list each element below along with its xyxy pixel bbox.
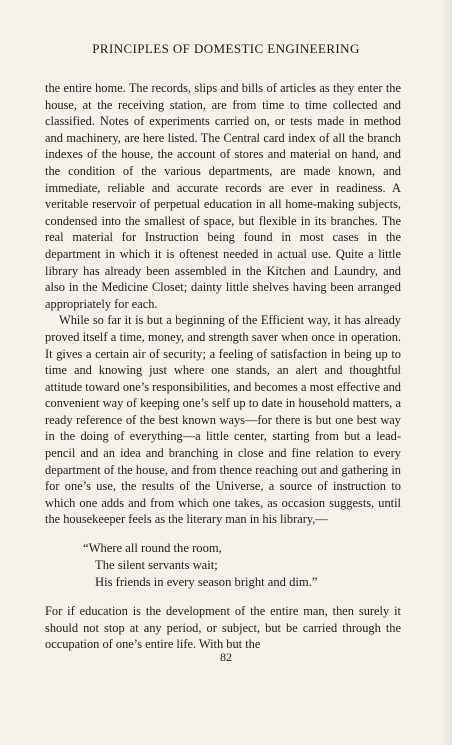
- page-number: 82: [220, 650, 232, 664]
- paragraph-3: For if education is the development of the entire man, then surely it should not stop at any period, or subject, but be carried through the occupation of one’s entire life. With but the: [45, 604, 401, 652]
- body-text: [45, 80, 401, 653]
- verse-line-1: “Where all round the room,: [83, 541, 222, 556]
- running-head: PRINCIPLES OF DOMESTIC ENGINEERING: [92, 41, 360, 56]
- page-edge-shadow: [442, 0, 452, 745]
- paragraph-1: the entire home. The records, slips and bills of articles as they enter the house, at the receiving station, are from time to time collected and classified. Notes of experiments carried on, or tests made in method and machinery, are here listed. The Central card index of all the branch indexes of the house, the account of stores and material on hand, and the condition of the various departments, are made known, and immediate, reliable and accurate records are ever in readiness. A veritable reservoir of perpetual education in all home-making subjects, condensed into the smallest of space, but flexible in its branches. The real material for Instruction being found in most cases in the department in which it is oftenest needed in actual use. Quite a little library has already been assembled in the Kitchen and Laundry, and also in the Medicine Closet; dainty little shelves having been arranged appropriately for each.: [45, 81, 401, 311]
- paragraph-2: While so far it is but a beginning of the Efficient way, it has already proved itself a time, money, and strength saver when once in operation. It gives a certain air of security; a feeling of satisfaction in being up to time and knowing just where one stands, an alert and thoughtful attitude toward one’s responsibilities, and becomes a most effective and convenient way of keeping one’s self up to date in household matters, a ready reference of the best known ways—for there is but one best way in the doing of everything—a little center, starting from but a lead-pencil and an idea and branching in close and fine relation to every department of the house, and from thence reaching out and gathering in for one’s use, the results of the Universe, a source of instruction to which one adds and from which one takes, as occasion suggests, until the housekeeper feels as the literary man in his library,—: [45, 313, 401, 527]
- verse-line-2: The silent servants wait;: [95, 558, 218, 573]
- verse-quotation: [83, 540, 401, 591]
- verse-line-3: His friends in every season bright and dim.”: [95, 575, 318, 590]
